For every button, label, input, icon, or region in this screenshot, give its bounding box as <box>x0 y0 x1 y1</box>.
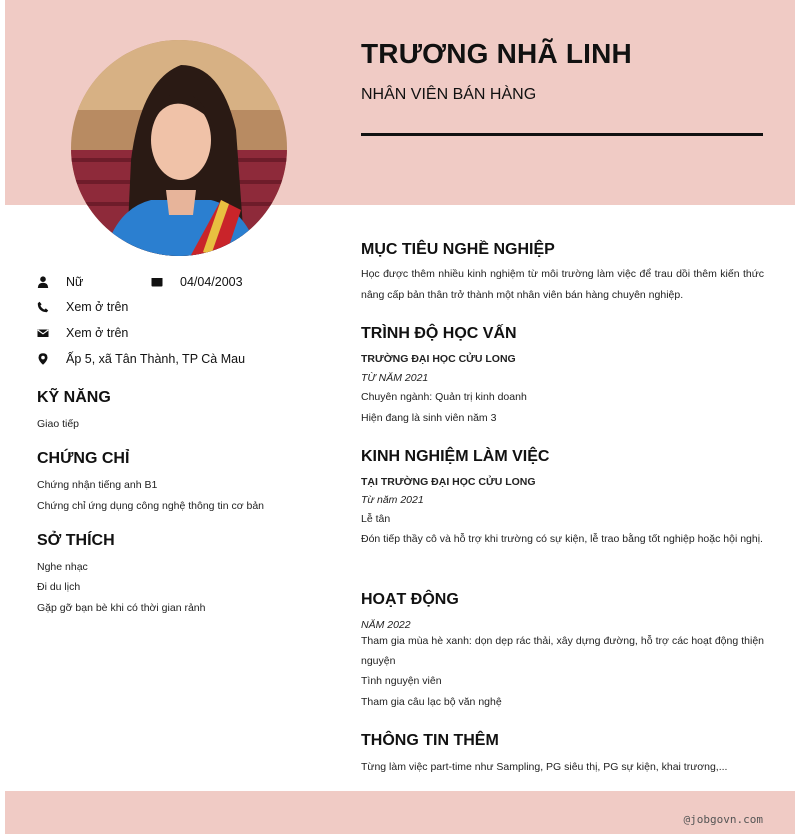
envelope-icon <box>37 327 49 339</box>
certificate-item: Chứng nhận tiếng anh B1 <box>37 479 158 491</box>
experience-title: KINH NGHIỆM LÀM VIỆC <box>361 448 550 465</box>
title-divider <box>361 133 763 136</box>
experience-role: Lễ tân <box>361 513 391 525</box>
activity-item: Tình nguyện viên <box>361 675 442 687</box>
hobby-item: Đi du lịch <box>37 581 81 593</box>
gender-row <box>37 272 83 292</box>
birthday-row <box>151 272 243 292</box>
address-text: Ấp 5, xã Tân Thành, TP Cà Mau <box>66 352 246 366</box>
hobby-item: Gặp gỡ bạn bè khi có thời gian rảnh <box>37 602 206 614</box>
birthday-text: 04/04/2003 <box>180 275 243 289</box>
location-pin-icon <box>37 353 49 365</box>
hobbies-title: SỞ THÍCH <box>37 532 115 549</box>
skill-item: Giao tiếp <box>37 418 80 430</box>
address-row <box>37 349 245 369</box>
footer-watermark: @jobgovn.com <box>683 813 763 826</box>
education-school: TRƯỜNG ĐẠI HỌC CỬU LONG <box>361 353 516 365</box>
hobby-item: Nghe nhạc <box>37 561 88 573</box>
email-text: Xem ở trên <box>66 326 129 340</box>
candidate-name: TRƯƠNG NHÃ LINH <box>361 38 632 69</box>
experience-place: TẠI TRƯỜNG ĐẠI HỌC CỬU LONG <box>361 476 536 488</box>
person-icon <box>37 276 49 288</box>
education-status: Hiện đang là sinh viên năm 3 <box>361 412 497 424</box>
certificate-item: Chứng chỉ ứng dụng công nghệ thông tin cơ bản <box>37 500 265 512</box>
skills-title: KỸ NĂNG <box>37 389 111 406</box>
activities-period: NĂM 2022 <box>361 619 411 631</box>
activity-item: Tham gia câu lạc bộ văn nghệ <box>361 696 502 708</box>
experience-description: Đón tiếp thầy cô và hỗ trợ khi trường có sự kiện, lễ trao bằng tốt nghiệp hoặc hội nghị. <box>361 533 763 545</box>
education-period: TỪ NĂM 2021 <box>361 372 429 384</box>
job-title: NHÂN VIÊN BÁN HÀNG <box>361 86 537 103</box>
phone-text: Xem ở trên <box>66 300 129 314</box>
avatar <box>71 40 287 256</box>
education-title: TRÌNH ĐỘ HỌC VẤN <box>361 325 517 342</box>
certificates-title: CHỨNG CHỈ <box>37 450 130 467</box>
calendar-icon <box>151 276 163 288</box>
gender-text: Nữ <box>66 275 84 289</box>
phone-row <box>37 297 128 317</box>
activity-item: Tham gia mùa hè xanh: dọn dẹp rác thải, xây dựng đường, hỗ trợ các hoạt động thiện nguyện <box>361 635 764 667</box>
experience-period: Từ năm 2021 <box>361 494 424 506</box>
phone-icon <box>37 301 49 313</box>
footer-band <box>5 791 795 834</box>
education-major: Chuyên ngành: Quản trị kinh doanh <box>361 391 527 403</box>
email-row <box>37 323 128 343</box>
objective-text: Học được thêm nhiều kinh nghiệm từ môi trường làm việc để trau dồi thêm kiến thức nâng cấp bản thân trở thành một nhân viên bán hàng chuyên nghiệp. <box>361 268 764 301</box>
additional-title: THÔNG TIN THÊM <box>361 732 499 749</box>
activities-title: HOẠT ĐỘNG <box>361 591 459 608</box>
additional-text: Từng làm việc part-time như Sampling, PG siêu thị, PG sự kiện, khai trương,... <box>361 761 728 773</box>
objective-title: MỤC TIÊU NGHỀ NGHIỆP <box>361 241 555 258</box>
